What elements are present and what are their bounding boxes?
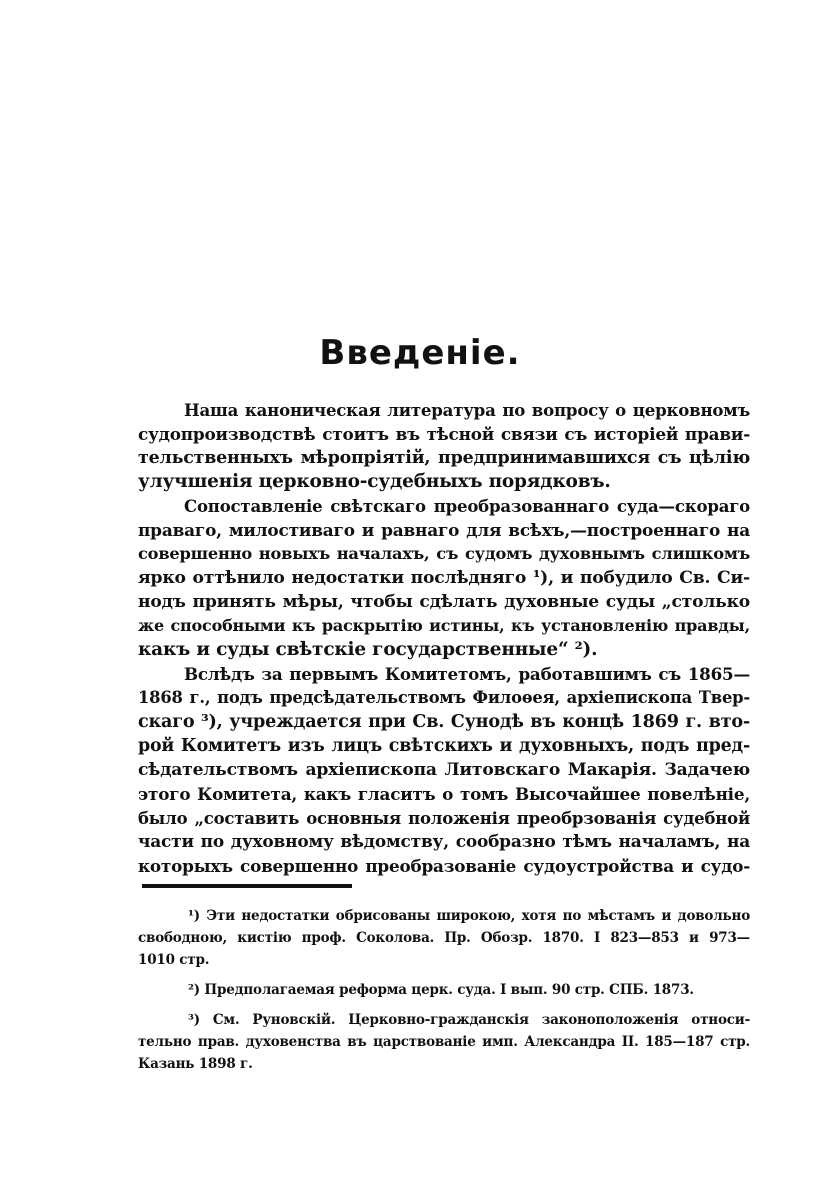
text-line: какъ и суды свѣтскіе государственные“ ²). [138,639,598,660]
text-line: судопроизводствѣ стоитъ въ тѣсной связи съ исторіей прави- [138,424,750,444]
text-line: части по духовному вѣдомству, сообразно тѣмъ началамъ, на [138,832,750,852]
footnote-line: ²) Предполагаемая реформа церк. суда. I вып. 90 стр. СПБ. 1873. [188,982,694,998]
footnote-line: свободною, кистію проф. Соколова. Пр. Обозр. 1870. I 823—853 и 973— [138,930,750,946]
footnote-line: 1010 стр. [138,952,210,968]
text-line: ярко оттѣнило недостатки послѣдняго ¹), и побудило Св. Си- [138,568,750,588]
text-line: Сопоставленіе свѣтскаго преобразованнаго суда—скораго [184,496,750,516]
footnote-separator [142,884,352,888]
footnote-line: ¹) Эти недостатки обрисованы широкою, хотя по мѣстамъ и довольно [188,908,750,924]
footnote-2 [138,979,750,1001]
footnote-line: Казань 1898 г. [138,1056,253,1072]
text-line: же способными къ раскрытію истины, къ установленію правды, [138,616,750,635]
text-line: праваго, милостиваго и равнаго для всѣхъ,—построеннаго на [138,520,750,540]
text-line: которыхъ совершенно преобразованіе судоустройства и судо- [138,856,750,876]
page-title: Введеніе. [319,333,521,373]
text-line: Наша каноническая литература по вопросу о церковномъ [184,400,750,420]
footnote-line: тельно прав. духовенства въ царствованіе имп. Александра II. 185—187 стр. [138,1034,750,1050]
text-line: этого Комитета, какъ гласитъ о томъ Высочайшее повелѣніе, [138,784,750,804]
text-line: нодъ принять мѣры, чтобы сдѣлать духовные суды „столько [138,592,750,612]
text-line: тельственныхъ мѣропріятій, предпринимавшихся съ цѣлію [138,448,750,468]
text-line: Вслѣдъ за первымъ Комитетомъ, работавшимъ съ 1865— [184,664,750,684]
text-line: 1868 г., подъ предсѣдательствомъ Филоѳея, архіепископа Твер- [138,688,750,707]
text-line: скаго ³), учреждается при Св. Сунодѣ въ концѣ 1869 г. вто- [138,711,750,732]
footnote-3 [138,1009,750,1075]
text-line: сѣдательствомъ архіепископа Литовскаго Макарія. Задачею [138,760,750,780]
text-line: улучшенія церковно-судебныхъ порядковъ. [138,471,611,492]
text-line: совершенно новыхъ началахъ, съ судомъ духовнымъ слишкомъ [138,544,750,563]
footnotes [138,905,750,1075]
footnote-1 [138,905,750,971]
body-text [138,398,750,878]
text-line: было „составить основныя положенія преобрзованія судебной [138,808,750,828]
footnote-line: ³) См. Руновскій. Церковно-гражданскія законоположенія относи- [188,1012,750,1028]
text-line: рой Комитетъ изъ лицъ свѣтскихъ и духовныхъ, подъ пред- [138,736,750,756]
